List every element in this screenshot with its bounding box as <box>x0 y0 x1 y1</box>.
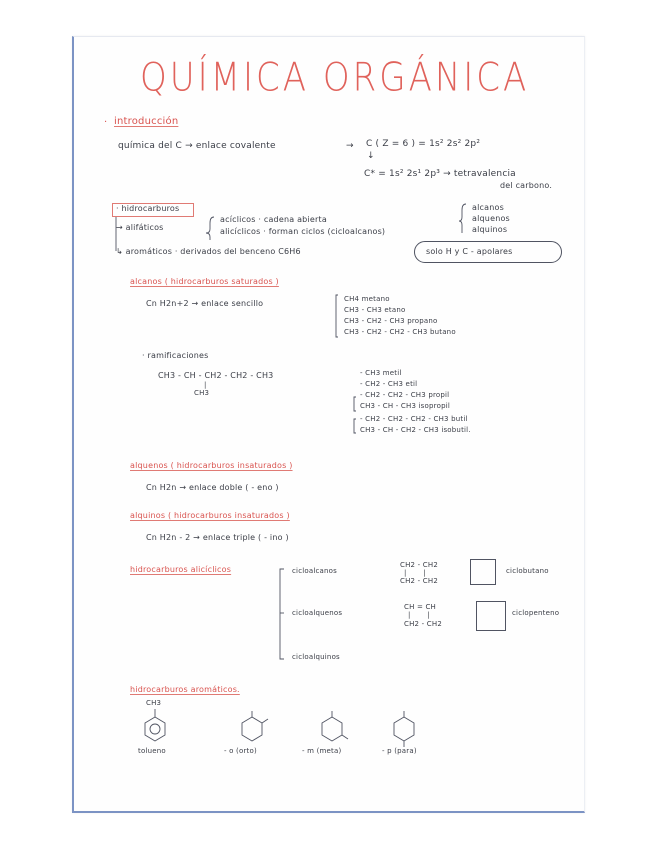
intro-line1-arrow: → <box>346 141 354 151</box>
alquenos-heading: alquenos ( hidrocarburos insaturados ) <box>130 461 293 470</box>
alifaticos-label: → alifáticos <box>116 223 164 232</box>
alcano-example-1: CH4 metano <box>344 295 390 303</box>
aromaticos-heading: hidrocarburos aromáticos. <box>130 685 240 694</box>
down-arrow: ↓ <box>367 151 375 161</box>
orto-label: - o (orto) <box>224 747 257 755</box>
ciclobutano-top: CH2 - CH2 <box>400 561 438 569</box>
alcano-example-3: CH3 - CH2 - CH3 propano <box>344 317 438 325</box>
para-label: - p (para) <box>382 747 417 755</box>
page-title: QUÍMICA ORGÁNICA <box>140 55 530 101</box>
cicloalcanos-label: cicloalcanos <box>292 567 338 575</box>
notebook-page: QUÍMICA ORGÁNICA · introducción química del C → enlace covalente → C ( Z = 6 ) = 1s² 2s² 2p² ↓ C* = 1s² 2s¹ 2p³ → tetravalencia del carbono. · hidrocarburos → alifáticos acíclicos · cadena abierta alicíclicos · forman ciclos (cicloalcanos) alcanos alquenos alquinos ↳ aromáticos · derivados del benceno C6H6 solo H y C - apolares alcanos ( hidrocarburos saturados ) Cn H2n+2 → enlace sencillo CH4 metano CH3 - CH3 etano CH3 - CH2 - CH3 propano CH3 - CH2 - CH2 - CH3 butano · ramificaciones CH3 - CH - CH2 - CH2 - CH3 | CH3 - CH3 metil - CH2 - CH3 etil - CH2 - CH2 - CH3 propil CH3 - CH - CH3 isopropil - CH2 - CH2 - CH2 - CH3 butil CH3 - CH - CH2 - CH3 isobutil. alquenos ( hidrocarburos insaturados ) Cn H2n → enlace doble ( - eno ) alquinos ( hidrocarburos insaturados ) Cn H2n - 2 → enlace triple ( - ino ) hidrocarburos alicíclicos cicloalcanos cicloalquenos cicloalquinos CH2 - CH2 | | CH2 - CH2 ciclobutano CH = CH | | CH2 - CH2 ciclopenteno hidrocarburos aromáticos. CH3 tolueno - o (orto) - m (meta) - p (para) <box>72 36 585 813</box>
bullet: · <box>104 117 108 128</box>
toluene-ring <box>145 709 165 741</box>
ramificaciones-heading: · ramificaciones <box>142 351 209 360</box>
alcanos-heading: alcanos ( hidrocarburos saturados ) <box>130 277 279 286</box>
ciclobutano-name: ciclobutano <box>506 567 549 575</box>
aliciclicos-heading: hidrocarburos alicíclicos <box>130 565 232 574</box>
intro-heading: introducción <box>114 116 179 127</box>
alcano-example-2: CH3 - CH3 etano <box>344 306 406 314</box>
intro-line1-left: química del C → enlace covalente <box>118 141 276 151</box>
alquenos-word: alquenos <box>472 214 510 223</box>
alquinos-word: alquinos <box>472 225 508 234</box>
ciclopenteno-bottom: CH2 - CH2 <box>404 620 442 628</box>
radical-butil: - CH2 - CH2 - CH2 - CH3 butil <box>360 415 468 423</box>
intro-line1-right: C ( Z = 6 ) = 1s² 2s² 2p² <box>366 139 481 149</box>
radical-propil: - CH2 - CH2 - CH3 propil <box>360 391 450 399</box>
orto-ring <box>242 711 268 741</box>
intro-line2: C* = 1s² 2s¹ 2p³ → tetravalencia <box>364 169 516 179</box>
brace-alcanos <box>336 295 338 337</box>
brace-aliciclicos <box>280 569 284 659</box>
alquinos-formula: Cn H2n - 2 → enlace triple ( - ino ) <box>146 533 289 542</box>
alcanos-formula: Cn H2n+2 → enlace sencillo <box>146 299 264 308</box>
alquenos-formula: Cn H2n → enlace doble ( - eno ) <box>146 483 279 492</box>
intro-line2b: del carbono. <box>500 181 553 190</box>
meta-label: - m (meta) <box>302 747 342 755</box>
toluene-ch3: CH3 <box>146 699 162 707</box>
radical-isobutil: CH3 - CH - CH2 - CH3 isobutil. <box>360 426 471 434</box>
aciclicos-label: acíclicos · cadena abierta <box>220 215 327 224</box>
meta-ring <box>322 711 348 741</box>
handdrawn-lines <box>74 37 584 811</box>
para-ring <box>394 711 414 747</box>
ciclopenteno-top: CH = CH <box>404 603 437 611</box>
radical-metil: - CH3 metil <box>360 369 402 377</box>
ram-sub: CH3 <box>194 389 210 397</box>
aromaticos-line: ↳ aromáticos · derivados del benceno C6H6 <box>116 247 301 256</box>
brace-alifaticos <box>206 217 214 240</box>
alcano-example-4: CH3 - CH2 - CH2 - CH3 butano <box>344 328 456 336</box>
cicloalquinos-label: cicloalquinos <box>292 653 340 661</box>
aliciclicos-label: alicíclicos · forman ciclos (cicloalcanos) <box>220 227 386 236</box>
ciclopenteno-name: ciclopenteno <box>512 609 560 617</box>
alquinos-heading: alquinos ( hidrocarburos insaturados ) <box>130 511 290 520</box>
ciclobutano-bottom: CH2 - CH2 <box>400 577 438 585</box>
ram-chain: CH3 - CH - CH2 - CH2 - CH3 <box>158 371 274 380</box>
hidrocarburos-label: · hidrocarburos <box>116 204 180 213</box>
radical-isopropil: CH3 - CH - CH3 isopropil <box>360 402 450 410</box>
radical-etil: - CH2 - CH3 etil <box>360 380 418 388</box>
brace-butil <box>354 419 356 433</box>
alcanos-word: alcanos <box>472 203 504 212</box>
apolares-text: solo H y C - apolares <box>426 247 513 256</box>
cicloalquenos-label: cicloalquenos <box>292 609 343 617</box>
brace-alk <box>459 204 466 233</box>
brace-propil <box>354 397 356 411</box>
tolueno-label: tolueno <box>138 747 166 755</box>
